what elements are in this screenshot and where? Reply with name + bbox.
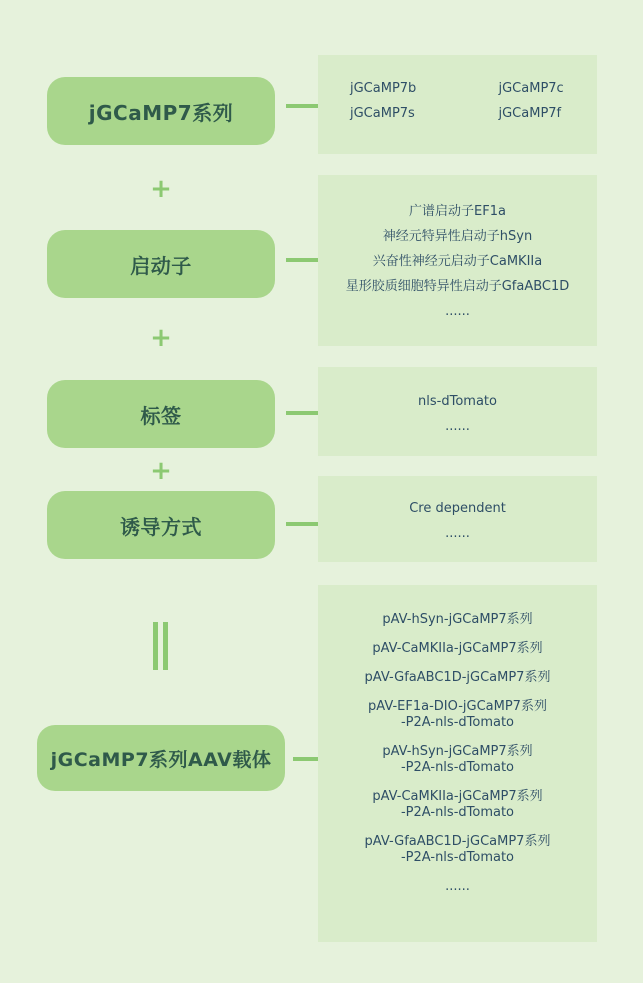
category-promoter-label: 启动子 bbox=[130, 253, 192, 278]
vector-line: pAV-hSyn-jGCaMP7系列 bbox=[382, 612, 533, 627]
category-series-label: jGCaMP7系列 bbox=[88, 100, 234, 125]
vector-line: pAV-CaMKIIa-jGCaMP7系列 bbox=[372, 641, 543, 656]
promoter-option: 星形胶质细胞特异性启动子GfaABC1D bbox=[345, 279, 570, 294]
category-result bbox=[37, 725, 285, 791]
promoter-option: 广谱启动子EF1a bbox=[409, 204, 506, 219]
category-induction bbox=[47, 491, 275, 559]
vector-line: -P2A-nls-dTomato bbox=[400, 850, 515, 865]
vector-line: pAV-GfaABC1D-jGCaMP7系列 bbox=[364, 670, 551, 685]
category-series bbox=[47, 77, 275, 145]
plus-icon: + bbox=[150, 456, 172, 486]
vector-line: -P2A-nls-dTomato bbox=[400, 715, 515, 730]
vector-line: pAV-CaMKIIa-jGCaMP7系列 bbox=[372, 789, 543, 804]
tag-option: nls-dTomato bbox=[418, 394, 497, 409]
vector-item bbox=[318, 699, 597, 731]
vector-line: -P2A-nls-dTomato bbox=[400, 760, 515, 775]
series-option: jGCaMP7c bbox=[498, 81, 564, 96]
vector-item bbox=[318, 789, 597, 821]
tag-option: ...... bbox=[445, 419, 470, 434]
vector-item bbox=[318, 670, 597, 686]
promoter-option: 兴奋性神经元启动子CaMKIIa bbox=[372, 254, 543, 269]
vector-line: -P2A-nls-dTomato bbox=[400, 805, 515, 820]
category-result-label: jGCaMP7系列AAV载体 bbox=[50, 748, 272, 771]
vector-item bbox=[318, 641, 597, 657]
induction-option: Cre dependent bbox=[409, 501, 506, 516]
vector-item bbox=[318, 834, 597, 866]
induction-panel bbox=[318, 476, 597, 562]
equals-icon bbox=[152, 622, 170, 672]
vector-item bbox=[318, 612, 597, 628]
category-induction-label: 诱导方式 bbox=[120, 514, 202, 539]
vector-line: pAV-EF1a-DIO-jGCaMP7系列 bbox=[368, 699, 547, 714]
plus-icon: + bbox=[150, 323, 172, 353]
vectors-panel bbox=[318, 585, 597, 942]
vector-item bbox=[318, 879, 597, 895]
series-option: jGCaMP7s bbox=[350, 106, 415, 121]
category-tag-label: 标签 bbox=[140, 403, 182, 428]
category-tag bbox=[47, 380, 275, 448]
vector-line: ...... bbox=[445, 879, 470, 894]
series-panel bbox=[318, 55, 597, 154]
promoter-panel bbox=[318, 175, 597, 346]
category-promoter bbox=[47, 230, 275, 298]
vector-item bbox=[318, 744, 597, 776]
tag-panel bbox=[318, 367, 597, 456]
promoter-option: 神经元特异性启动子hSyn bbox=[382, 229, 533, 244]
induction-option: ...... bbox=[445, 526, 470, 541]
vector-line: pAV-GfaABC1D-jGCaMP7系列 bbox=[364, 834, 551, 849]
series-option: jGCaMP7f bbox=[498, 106, 562, 121]
series-option: jGCaMP7b bbox=[350, 81, 417, 96]
promoter-option: ...... bbox=[445, 304, 470, 319]
vector-line: pAV-hSyn-jGCaMP7系列 bbox=[382, 744, 533, 759]
plus-icon: + bbox=[150, 174, 172, 204]
